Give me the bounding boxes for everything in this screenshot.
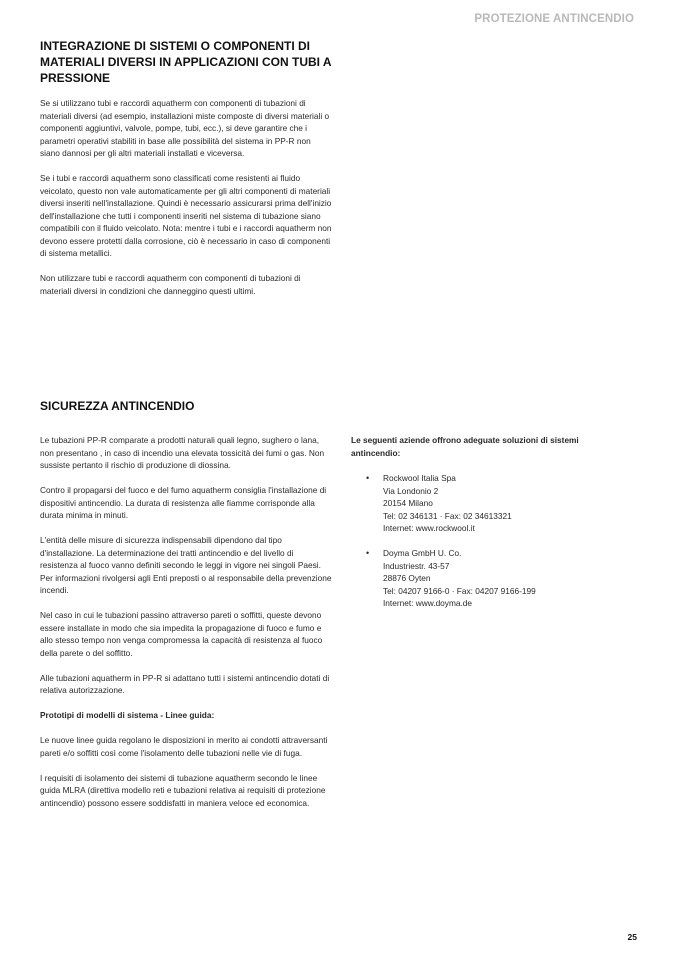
company-name: Rockwool Italia Spa — [383, 473, 456, 483]
bullet-icon: • — [366, 548, 370, 558]
subheading-linee-guida: Prototipi di modelli di sistema - Linee guida: — [40, 710, 215, 720]
paragraph: I requisiti di isolamento dei sistemi di tubazione aquatherm secondo le linee guida MLRA (direttiva modello reti e tubazioni relativa ai requisiti di protezione antincendio) possono essere soddisfatti in maniera veloce ed economica. — [40, 772, 326, 808]
section-header: PROTEZIONE ANTINCENDIO — [474, 13, 634, 25]
paragraph: Nel caso in cui le tubazioni passino attraverso pareti o soffitti, queste devono essere installate in modo che sia impedita la propagazione di fuoco e fumo e allo stesso tempo non venga compromessa la capacità di resistenza al fuoco della parete o del soffitto. — [40, 610, 323, 658]
paragraph: Non utilizzare tubi e raccordi aquatherm con componenti di tubazioni di materiali diversi in condizioni che danneggino questi ultimi. — [40, 273, 301, 296]
company-web: Internet: www.rockwool.it — [383, 523, 475, 533]
paragraph: Contro il propagarsi del fuoco e del fumo aquatherm consiglia l'installazione di dispositivi antincendio. La durata di resistenza alle fiamme corrisponde alla durata minima in minuti. — [40, 485, 327, 520]
section-sicurezza-body — [40, 434, 332, 822]
company-doyma — [366, 547, 606, 610]
companies-heading: Le seguenti aziende offrono adeguate soluzioni di sistemi antincendio: — [351, 435, 579, 458]
paragraph: Alle tubazioni aquatherm in PP-R si adattano tutti i sistemi antincendio dotati di relativa autorizzazione. — [40, 672, 330, 695]
bullet-icon: • — [366, 473, 370, 483]
company-name: Doyma GmbH U. Co. — [383, 548, 462, 558]
paragraph: Le nuove linee guida regolano le disposizioni in merito ai condotti attraversanti pareti e/o soffitti così come l'isolamento delle tubazioni nelle vie di fuga. — [40, 735, 328, 758]
company-city: 28876 Oyten — [383, 573, 431, 583]
company-phone: Tel: 02 346131 · Fax: 02 34613321 — [383, 510, 512, 521]
company-phone: Tel: 04207 9166-0 · Fax: 04207 9166-199 — [383, 585, 536, 596]
company-street: Industriestr. 43-57 — [383, 560, 450, 571]
paragraph: Se i tubi e raccordi aquatherm sono classificati come resistenti ai fluido veicolato, questo non vale automaticamente per gli altri componenti di materiali diversi inseriti nell'installazione. Quindi è necessario assicurarsi prima dell'inizio dell'installazione che tutti i componenti inseriti nel sistema di tubazione siano compatibili con il fluido veicolato. Nota: mentre i tubi e i raccordi aquatherm non devono essere protetti dalla corrosione, ciò è necessario in caso di componenti di sistema metallici. — [40, 173, 332, 258]
paragraph: Le tubazioni PP-R comparate a prodotti naturali quali legno, sughero o lana, non presentano , in caso di incendio una elevata tossicità dei fumi o gas. Non sussiste pertanto il rischio di produzione di diossina. — [40, 435, 325, 470]
company-city: 20154 Milano — [383, 498, 433, 508]
company-web: Internet: www.doyma.de — [383, 598, 473, 608]
section-title-sicurezza: SICUREZZA ANTINCENDIO — [40, 399, 195, 413]
page-number: 25 — [627, 932, 637, 942]
section-integrazione-body — [40, 97, 332, 310]
company-rockwool — [366, 472, 606, 535]
paragraph: L'entità delle misure di sicurezza indispensabili dipendono dal tipo d'installazione. La determinazione dei tratti antincendio e del livello di resistenza al fuoco vanno definiti secondo le leggi in vigore nei singoli Paesi. — [40, 535, 321, 570]
company-street: Via Londonio 2 — [383, 485, 439, 496]
paragraph: Se si utilizzano tubi e raccordi aquatherm con componenti di tubazioni di materiali diversi (ad esempio, installazioni miste composte di diversi materiali o componenti aggiuntivi, valvole, pompe, tubi, ecc.), si deve garantire che i parametri operativi stabiliti in base alle possibilità del sistema in PP-R non siano dannosi per gli altri materiali installati e viceversa. — [40, 98, 330, 158]
paragraph: Per informazioni rivolgersi agli Enti preposti o al responsabile della prevenzione incendi. — [40, 572, 332, 595]
section-title-integrazione: INTEGRAZIONE DI SISTEMI O COMPONENTI DI MATERIALI DIVERSI IN APPLICAZIONI CON TUBI A PRESSIONE — [40, 39, 332, 85]
